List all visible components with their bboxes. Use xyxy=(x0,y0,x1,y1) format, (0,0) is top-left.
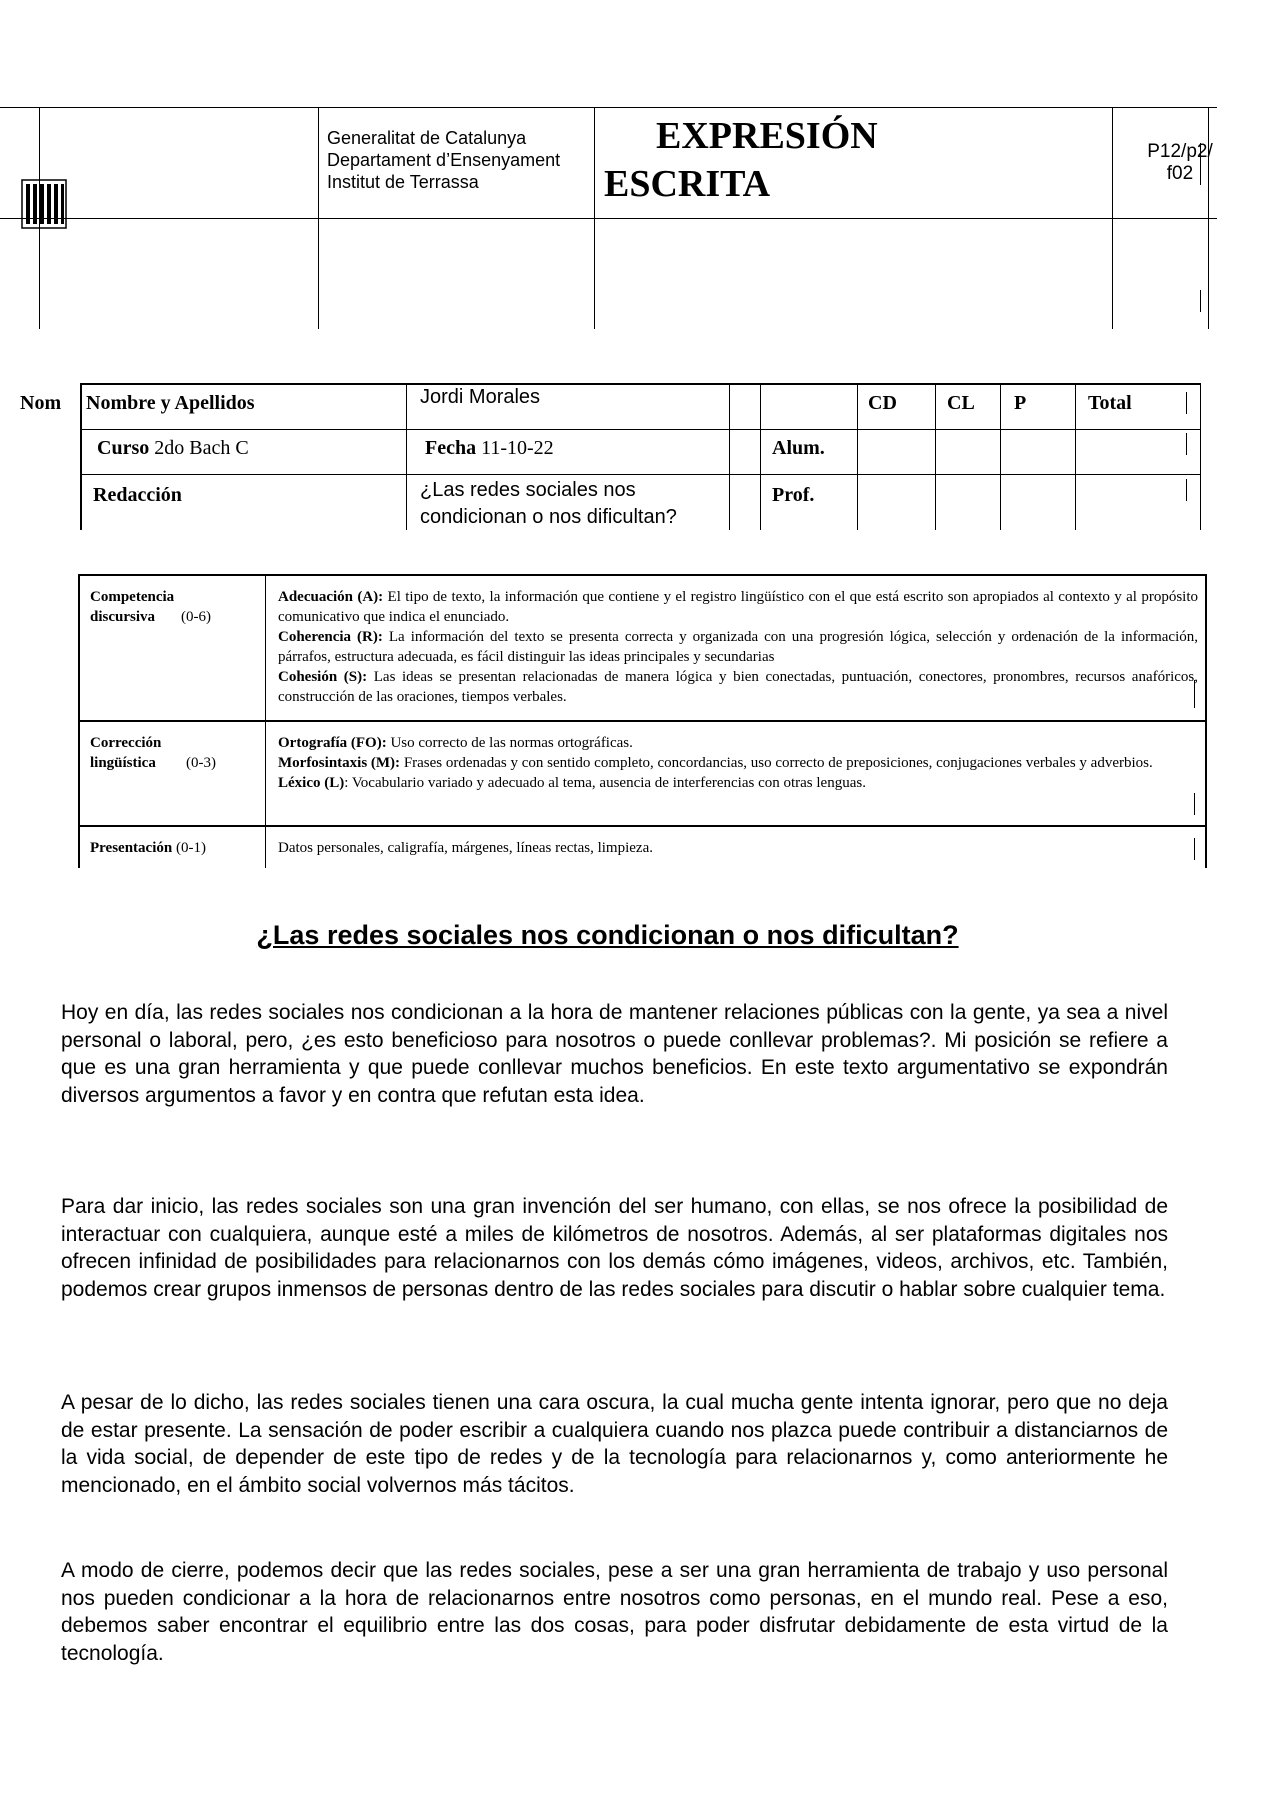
morfosintaxis-text: Frases ordenadas y con sentido completo, concordancias, uso correcto de preposiciones, conjugaciones verbales y adverbios. xyxy=(403,755,1153,771)
document-code xyxy=(1133,141,1227,185)
redaccion-label: Redacción xyxy=(93,484,182,506)
code-line-2: f02 xyxy=(1166,163,1194,184)
essay-paragraph-2: Para dar inicio, las redes sociales son una gran invención del ser humano, con ellas, se nos ofrece la posibilidad de interactuar con cualquiera, aunque esté a miles de kilómetros de nosotros. Además, al ser plataformas digitales nos ofrecen infinidad de posibilidades para relacionarnos con los demás cómo imágenes, videos, archivos, etc. También, podemos crear grupos inmensos de personas dentro de las redes sociales para discutir o hablar sobre cualquier tema. xyxy=(61,1195,1168,1301)
cohesion-row xyxy=(278,667,1198,707)
document-title xyxy=(604,112,878,208)
generalitat-logo-icon xyxy=(20,178,68,230)
fecha-field xyxy=(425,437,554,460)
presentacion-label: Presentación xyxy=(90,840,173,856)
title-line-1: EXPRESIÓN xyxy=(656,115,878,157)
essay-title: ¿Las redes sociales nos condicionan o nos dificultan? xyxy=(256,920,959,950)
coherencia-text: La información del texto se presenta correcta y organizada con una progresión lógica, selección y ordenación de la información, párrafos, estructura adecuada, es fácil distinguir las ideas principales y secundarias xyxy=(278,629,1199,665)
competencia-range: (0-6) xyxy=(181,609,211,625)
competencia-criteria xyxy=(278,587,1198,707)
code-line-1: P12/p2/ xyxy=(1147,141,1213,162)
ortografia-text: Uso correcto de las normas ortográficas. xyxy=(390,735,633,751)
redaccion-value xyxy=(420,477,677,531)
org-line-3: Institut de Terrassa xyxy=(327,172,479,192)
coherencia-label: Coherencia (R): xyxy=(278,629,383,645)
ortografia-label: Ortografía (FO): xyxy=(278,735,387,751)
correccion-criteria xyxy=(278,733,1198,793)
adecuacion-row xyxy=(278,587,1198,627)
essay-paragraph-1: Hoy en día, las redes sociales nos condicionan a la hora de mantener relaciones públicas con la gente, ya sea a nivel personal o laboral, pero, ¿es esto beneficioso para nosotros o puede conllevar problemas?. Mi posición se refiere a que es una gran herramienta y que puede conllevar muchos beneficios. En este texto argumentativo se expondrán diversos argumentos a favor y en contra que refutan esta idea. xyxy=(61,1001,1168,1107)
cd-label: CD xyxy=(868,392,897,414)
redaccion-value-line-1: ¿Las redes sociales nos xyxy=(420,479,636,501)
presentacion-range: (0-1) xyxy=(175,840,206,856)
presentacion-text: Datos personales, caligrafía, márgenes, líneas rectas, limpieza. xyxy=(278,840,653,856)
lexico-text: : Vocabulario variado y adecuado al tema, ausencia de interferencias con otras lenguas. xyxy=(344,775,866,791)
title-line-2: ESCRITA xyxy=(604,163,771,205)
adecuacion-label: Adecuación (A): xyxy=(278,589,384,605)
nom-label: Nom xyxy=(20,392,62,414)
cohesion-label: Cohesión (S): xyxy=(278,669,368,685)
essay-paragraph-4: A modo de cierre, podemos decir que las redes sociales, pese a ser una gran herramienta de trabajo y uso personal nos pueden condicionar a la hora de relacionarnos entre nosotros como personas, en el mundo real. Pese a eso, debemos saber encontrar el equilibrio entre las dos cosas, para poder disfrutar debidamente de esta virtud de la tecnología. xyxy=(61,1559,1168,1665)
ortografia-row xyxy=(278,733,1198,753)
lexico-label: Léxico (L) xyxy=(278,775,345,791)
lexico-row xyxy=(278,773,1198,793)
curso-label: Curso xyxy=(97,437,150,459)
prof-label: Prof. xyxy=(772,484,815,506)
nombre-label: Nombre y Apellidos xyxy=(86,392,255,414)
correccion-label: Corrección lingüística xyxy=(90,735,162,771)
cohesion-text: Las ideas se presentan relacionadas de manera lógica y bien conectadas, puntuación, conectores, pronombres, recursos anafóricos, construcción de las oraciones, tiempos verbales. xyxy=(278,669,1199,705)
correccion-range: (0-3) xyxy=(186,755,216,771)
correccion-cell xyxy=(90,733,190,773)
presentacion-cell xyxy=(90,838,206,858)
fecha-label: Fecha xyxy=(425,437,477,459)
competencia-label: Competencia discursiva xyxy=(90,589,175,625)
org-name xyxy=(327,127,560,193)
org-line-1: Generalitat de Catalunya xyxy=(327,128,527,148)
curso-field xyxy=(97,437,249,460)
coherencia-row xyxy=(278,627,1198,667)
fecha-value: 11-10-22 xyxy=(481,437,554,459)
morfosintaxis-row xyxy=(278,753,1198,773)
cl-label: CL xyxy=(947,392,975,414)
org-line-2: Departament d’Ensenyament xyxy=(327,150,561,170)
curso-value: 2do Bach C xyxy=(154,437,249,459)
p-label: P xyxy=(1014,392,1027,414)
total-label: Total xyxy=(1088,392,1132,414)
nombre-value: Jordi Morales xyxy=(420,386,541,408)
redaccion-value-line-2: condicionan o nos dificultan? xyxy=(420,506,677,528)
adecuacion-text: El tipo de texto, la información que contiene y el registro lingüístico con el que está escrito son apropiados al contexto y al propósito comunicativo que indica el enunciado. xyxy=(278,589,1198,625)
essay-paragraph-3: A pesar de lo dicho, las redes sociales tienen una cara oscura, la cual mucha gente intenta ignorar, pero que no deja de estar presente. La sensación de poder escribir a cualquiera cuando nos plazca puede contribuir a distanciarnos de la vida social, de depender de este tipo de redes y de la tecnología para relacionarnos y, como anteriormente he mencionado, en el ámbito social volvernos más tácitos. xyxy=(61,1391,1168,1497)
morfosintaxis-label: Morfosintaxis (M): xyxy=(278,755,401,771)
competencia-cell xyxy=(90,587,260,627)
alum-label: Alum. xyxy=(772,437,825,459)
